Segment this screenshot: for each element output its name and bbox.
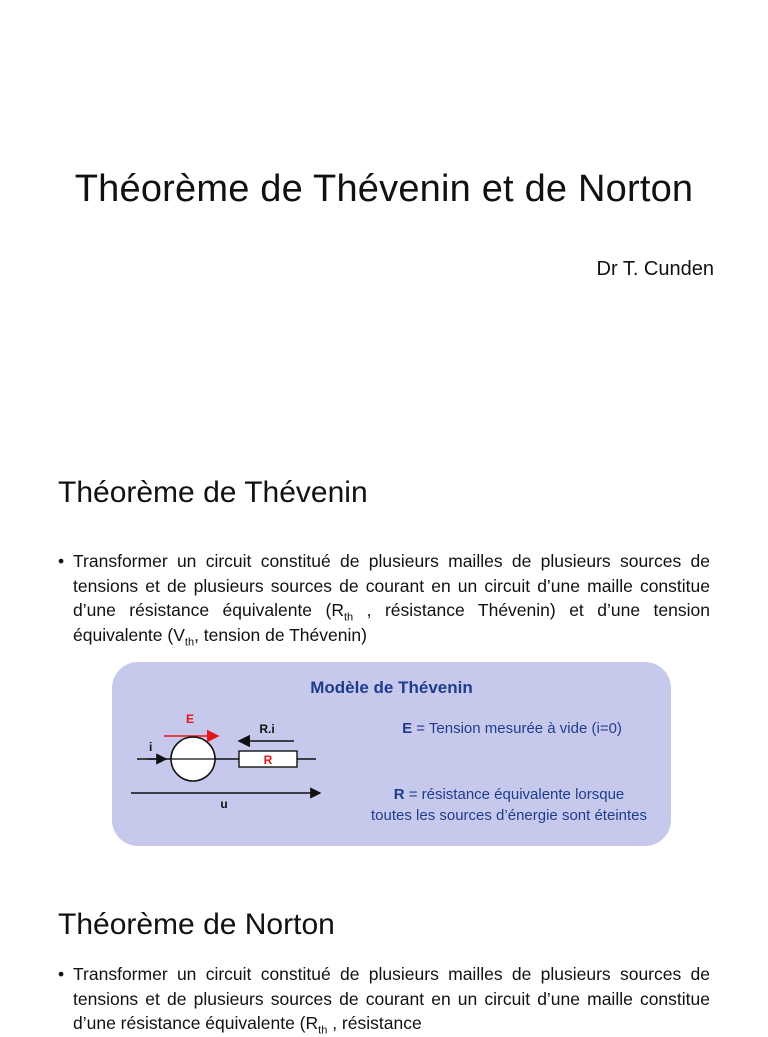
bullet-text-part2: , résistance Thévenin) et d’une tension équivalente (V (73, 600, 710, 645)
thevenin-bullet (58, 549, 710, 647)
bullet-subscript-vth: th (184, 636, 195, 648)
label-e: E (185, 712, 195, 726)
bullet-marker: • (58, 551, 65, 571)
slide-title: Théorème de Thévenin et de Norton (74, 168, 694, 210)
model-title: Modèle de Thévenin (310, 678, 473, 697)
bullet-subscript-rth: th (343, 611, 354, 624)
e-definition (377, 720, 647, 737)
label-ri: R.i (259, 722, 275, 736)
norton-bullet (58, 962, 710, 1036)
r-definition (344, 784, 674, 826)
bullet-text-part1: Transformer un circuit constitué de plusieurs mailles de plusieurs sources de tensions et de plusieurs sources de courant en un circuit d’une maille constitue d’une résistance équivalente (R (73, 551, 710, 620)
label-r: R (263, 753, 273, 767)
r-description-line1: = résistance équivalente lorsque (404, 786, 625, 803)
label-i: i (149, 740, 153, 754)
r-key: R (393, 786, 405, 803)
e-description: = Tension mesurée à vide (i=0) (412, 720, 622, 737)
bullet-text-part1: Transformer un circuit constitué de plusieurs mailles de plusieurs sources de tensions et de plusieurs sources de courant en un circuit d’une maille constitue d’une résistance équivalente (R (73, 964, 710, 1033)
bullet-subscript-rth: th (318, 1024, 328, 1037)
bullet-text-part2: , résistance (327, 1013, 422, 1033)
author-name: Dr T. Cunden (596, 258, 714, 280)
bullet-text-part3: , tension de Thévenin) (194, 624, 367, 645)
norton-heading: Théorème de Norton (58, 908, 335, 941)
label-u: u (220, 797, 228, 811)
r-description-line2: toutes les sources d’énergie sont éteintes (371, 807, 647, 824)
thevenin-model-panel (112, 662, 671, 846)
e-key: E (402, 720, 413, 737)
thevenin-heading: Théorème de Thévenin (58, 476, 368, 509)
bullet-marker: • (58, 964, 65, 984)
